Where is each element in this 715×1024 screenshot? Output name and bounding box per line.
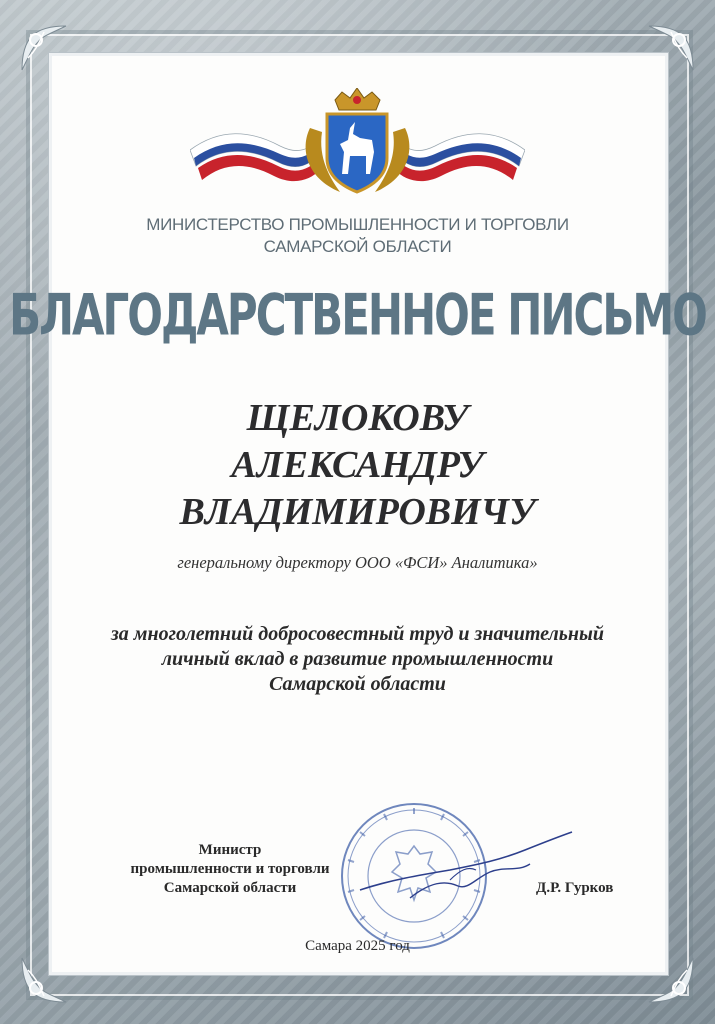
recipient-surname: ЩЕЛОКОВУ [246, 397, 469, 439]
award-reason-line: личный вклад в развитие промышленности [161, 648, 554, 670]
document-title: БЛАГОДАРСТВЕННОЕ ПИСЬМО [9, 282, 706, 349]
recipient-position: генеральному директору ООО «ФСИ» Аналитика» [177, 553, 538, 572]
coat-of-arms-icon [190, 88, 525, 198]
place-and-year: Самара 2025 год [305, 938, 410, 954]
award-reason-line: за многолетний добросовестный труд и значительный [111, 623, 604, 645]
ministry-name-line: МИНИСТЕРСТВО ПРОМЫШЛЕННОСТИ И ТОРГОВЛИ [146, 215, 569, 234]
signer-title: Самарской области [163, 880, 297, 896]
ministry-region-line: САМАРСКОЙ ОБЛАСТИ [263, 237, 452, 256]
signer-title: Министр [198, 842, 262, 858]
award-reason-line: Самарской области [269, 673, 446, 695]
signer-title: промышленности и торговли [130, 861, 330, 877]
signer-name: Д.Р. Гурков [536, 880, 614, 896]
recipient-patronymic: ВЛАДИМИРОВИЧУ [179, 491, 536, 533]
recipient-first-name: АЛЕКСАНДРУ [231, 444, 484, 486]
